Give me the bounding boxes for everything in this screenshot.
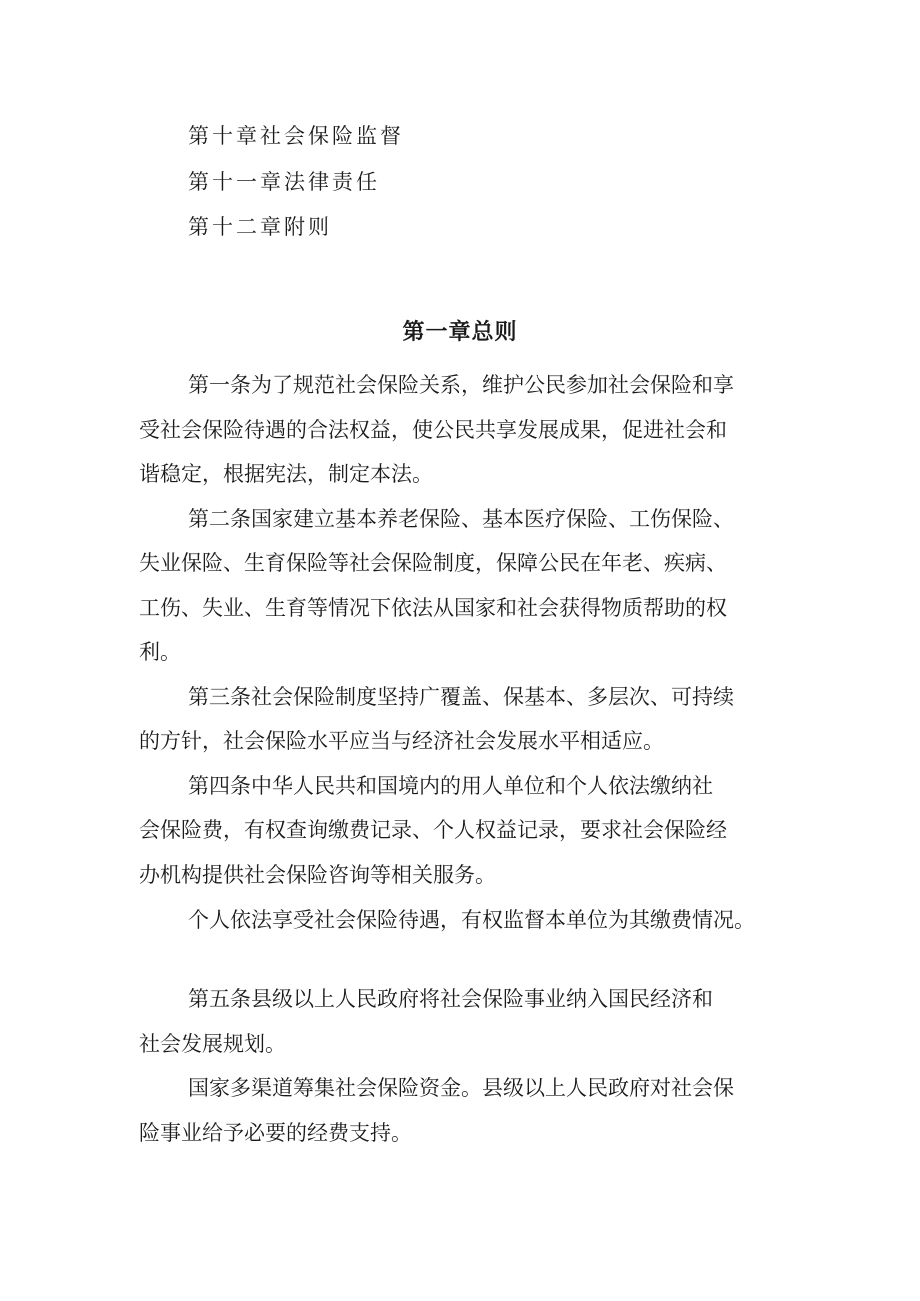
toc-item-chapter-10: 第十章社会保险监督 (188, 124, 404, 148)
article-4-line-1: 第四条中华人民共和国境内的用人单位和个人依法缴纳社 (188, 774, 713, 798)
article-5-paragraph-2-line-1: 国家多渠道筹集社会保险资金。县级以上人民政府对社会保 (188, 1076, 734, 1100)
article-1-line-3: 谐稳定，根据宪法，制定本法。 (139, 462, 433, 486)
article-5-paragraph-2-line-2: 险事业给予必要的经费支持。 (139, 1121, 412, 1145)
article-4-paragraph-2: 个人依法享受社会保险待遇，有权监督本单位为其缴费情况。 (188, 908, 755, 932)
chapter-title: 第一章总则 (402, 320, 518, 345)
article-5-line-1: 第五条县级以上人民政府将社会保险事业纳入国民经济和 (188, 987, 713, 1011)
article-4-line-3: 办机构提供社会保险咨询等相关服务。 (139, 863, 496, 887)
article-5-line-2: 社会发展规划。 (139, 1032, 286, 1056)
article-2-line-1: 第二条国家建立基本养老保险、基本医疗保险、工伤保险、 (188, 507, 734, 531)
article-4-line-2: 会保险费，有权查询缴费记录、个人权益记录，要求社会保险经 (139, 818, 727, 842)
toc-item-chapter-11: 第十一章法律责任 (188, 170, 380, 194)
article-3-line-2: 的方针，社会保险水平应当与经济社会发展水平相适应。 (139, 729, 664, 753)
article-1-line-2: 受社会保险待遇的合法权益，使公民共享发展成果，促进社会和 (139, 418, 727, 442)
article-2-line-2: 失业保险、生育保险等社会保险制度，保障公民在年老、疾病、 (139, 551, 727, 575)
article-1-line-1: 第一条为了规范社会保险关系，维护公民参加社会保险和享 (188, 373, 734, 397)
article-2-line-4: 利。 (139, 640, 181, 664)
article-2-line-3: 工伤、失业、生育等情况下依法从国家和社会获得物质帮助的权 (139, 596, 727, 620)
article-3-line-1: 第三条社会保险制度坚持广覆盖、保基本、多层次、可持续 (188, 685, 734, 709)
toc-item-chapter-12: 第十二章附则 (188, 215, 332, 239)
